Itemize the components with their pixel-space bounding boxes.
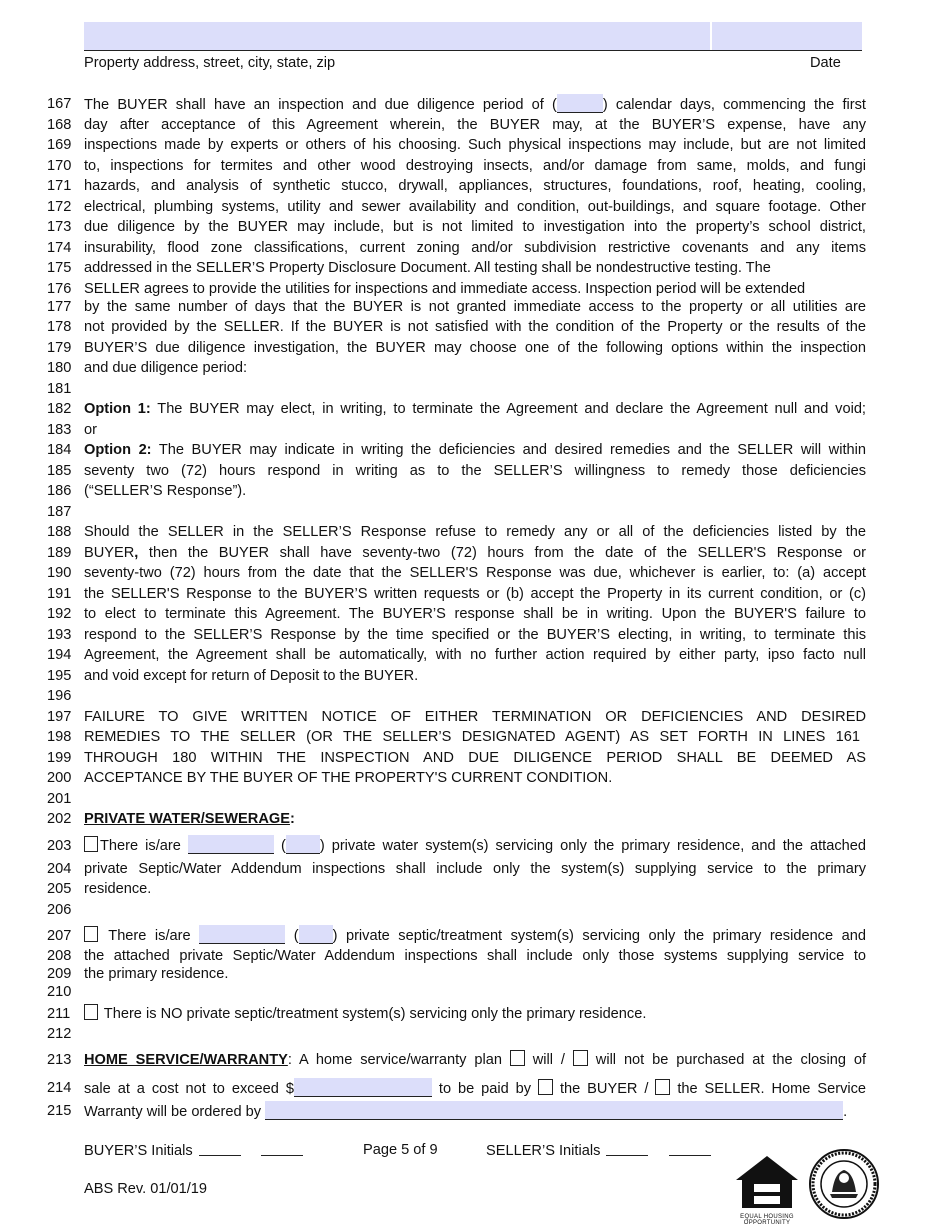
line-195: 195 and void except for return of Deposit to the BUYER. <box>47 668 419 684</box>
line-199: 199 THROUGH 180 WITHIN THE INSPECTION AND DUE DILIGENCE PERIOD SHALL BE DEEMED AS <box>47 750 866 766</box>
revision-label: ABS Rev. 01/01/19 <box>84 1181 208 1197</box>
line-170: 170 to, inspections for termites and other wood destroying insects, and/or damage from same, molds, and fungi <box>47 158 866 174</box>
line-200: 200 ACCEPTANCE BY THE BUYER OF THE PROPERTY'S CURRENT CONDITION. <box>47 770 613 786</box>
buyer-initials-field-1[interactable] <box>199 1141 241 1156</box>
line-213: 213 HOME SERVICE/WARRANTY: A home service/warranty plan will / will not be purchased at the closing of <box>47 1052 867 1068</box>
header-rule <box>84 50 862 51</box>
paid-by-seller-checkbox[interactable] <box>655 1079 670 1095</box>
septic-system-checkbox[interactable] <box>84 926 98 942</box>
seller-initials: SELLER’S Initials <box>486 1141 711 1160</box>
line-210: 210 <box>47 984 72 1000</box>
date-label: Date <box>810 55 841 71</box>
page-number: Page 5 of 9 <box>363 1142 438 1158</box>
line-198: 198 REMEDIES TO THE SELLER (OR THE SELLER’S DESIGNATED AGENT) AS SET FORTH IN LINES 161 <box>47 729 860 745</box>
line-171: 171 hazards, and analysis of synthetic stucco, drywall, appliances, structures, foundations, roof, heating, cooling, <box>47 178 866 194</box>
line-189: 189 BUYER, then the BUYER shall have seventy-two (72) hours from the date of the SELLER'S Response or <box>47 545 866 561</box>
buyer-initials: BUYER’S Initials <box>84 1141 303 1160</box>
line-186: 186 (“SELLER’S Response”). <box>47 483 247 499</box>
seller-initials-field-1[interactable] <box>606 1141 648 1156</box>
seller-initials-field-2[interactable] <box>669 1141 711 1156</box>
house-icon <box>734 1154 800 1210</box>
line-180: 180 and due diligence period: <box>47 360 248 376</box>
septic-system-count-number[interactable] <box>299 925 333 944</box>
line-212: 212 <box>47 1026 72 1042</box>
equal-housing-logo <box>734 1154 800 1226</box>
line-175: 175 addressed in the SELLER’S Property Disclosure Document. All testing shall be nondestructive testing. The <box>47 260 771 276</box>
line-174: 174 insurability, flood zone classifications, current zoning and/or subdivision restrictive covenants and any items <box>47 240 866 256</box>
no-septic-checkbox[interactable] <box>84 1004 98 1020</box>
eho-text-1: EQUAL HOUSING <box>740 1214 794 1220</box>
line-205: 205 residence. <box>47 881 152 897</box>
line-182: 182 Option 1: The BUYER may elect, in writing, to terminate the Agreement and declare the Agreement null and void; <box>47 401 866 417</box>
line-207: 207 There is/are ( ) private septic/treatment system(s) servicing only the primary residence and <box>0 926 950 946</box>
line-191: 191 the SELLER'S Response to the BUYER’S written requests or (b) accept the Property in its current condition, or (c) <box>47 586 866 602</box>
line-197: 197 FAILURE TO GIVE WRITTEN NOTICE OF EITHER TERMINATION OR DEFICIENCIES AND DESIRED <box>47 709 866 725</box>
property-address-field[interactable] <box>84 22 710 50</box>
date-field[interactable] <box>712 22 862 50</box>
water-system-count-words[interactable] <box>188 835 274 854</box>
line-215: 215 Warranty will be ordered by . <box>47 1103 848 1120</box>
line-184: 184 Option 2: The BUYER may indicate in writing the deficiencies and desired remedies and the SELLER will within <box>47 442 866 458</box>
line-177: 177 by the same number of days that the BUYER is not granted immediate access to the property or all utilities are <box>47 299 866 315</box>
option-1-label: Option 1: <box>84 401 151 417</box>
line-176: 176 SELLER agrees to provide the utilities for inspections and immediate access. Inspection period will be extended <box>47 281 806 297</box>
line-203: 203 There is/are ( ) private water system(s) servicing only the primary residence, and the attached <box>0 836 950 856</box>
warranty-cost-field[interactable] <box>294 1078 432 1097</box>
line-179: 179 BUYER’S due diligence investigation, the BUYER may choose one of the following options within the inspection <box>47 340 866 356</box>
septic-system-count-words[interactable] <box>199 925 285 944</box>
line-167: 167 The BUYER shall have an inspection and due diligence period of ( ) calendar days, commencing the first <box>47 96 866 113</box>
line-178: 178 not provided by the SELLER. If the BUYER is not satisfied with the condition of the Property or the results of the <box>47 319 866 335</box>
louisiana-realtor-seal-icon <box>808 1148 880 1220</box>
line-183: 183 or <box>47 422 97 438</box>
line-208: 208 the attached private Septic/Water Addendum inspections shall include only those systems supplying service to <box>47 948 866 964</box>
home-warranty-heading: HOME SERVICE/WARRANTY <box>84 1052 288 1068</box>
line-172: 172 electrical, plumbing systems, utility and sewer availability and condition, out-buildings, and square footage. Other <box>47 199 866 215</box>
line-number: 167 <box>47 96 72 112</box>
water-system-checkbox[interactable] <box>84 836 98 852</box>
line-173: 173 due diligence by the BUYER may include, but is not limited to investigation into the property’s school district, <box>47 219 866 235</box>
line-192: 192 to elect to terminate this Agreement. The BUYER’S response shall be in writing. Upon the BUYER'S failure to <box>47 606 866 622</box>
line-202: 202 PRIVATE WATER/SEWERAGE: <box>47 811 295 827</box>
private-water-heading: PRIVATE WATER/SEWERAGE <box>84 811 290 827</box>
line-196: 196 <box>47 688 72 704</box>
line-185: 185 seventy two (72) hours respond in writing as to the SELLER’S willingness to remedy those deficiencies <box>47 463 866 479</box>
buyer-initials-field-2[interactable] <box>261 1141 303 1156</box>
eho-text-2: OPPORTUNITY <box>743 1220 791 1226</box>
line-169: 169 inspections made by experts or others of his choosing. Such physical inspections may include, but are not limited <box>47 137 866 153</box>
line-206: 206 <box>47 902 72 918</box>
warranty-will-checkbox[interactable] <box>510 1050 525 1066</box>
line-190: 190 seventy-two (72) hours from the date that the SELLER'S Response was due, whichever is earlier, to: (a) accept <box>47 565 866 581</box>
line-193: 193 respond to the SELLER’S Response by the time specified or the BUYER’S electing, in writing, to terminate this <box>47 627 866 643</box>
line-214: 214 sale at a cost not to exceed $ to be paid by the BUYER / the SELLER. Home Service <box>47 1080 867 1097</box>
property-address-label: Property address, street, city, state, zip <box>84 55 336 71</box>
line-187: 187 <box>47 504 72 520</box>
line-201: 201 <box>47 791 72 807</box>
line-168: 168 day after acceptance of this Agreement wherein, the BUYER may, at the BUYER’S expense, have any <box>47 117 866 133</box>
warranty-ordered-by-field[interactable] <box>265 1101 843 1120</box>
line-188: 188 Should the SELLER in the SELLER’S Response refuse to remedy any or all of the deficiencies listed by the <box>47 524 866 540</box>
line-209: 209 the primary residence. <box>47 966 229 982</box>
warranty-will-not-checkbox[interactable] <box>573 1050 588 1066</box>
line-211: 211 There is NO private septic/treatment system(s) servicing only the primary residence. <box>47 1006 647 1022</box>
line-181: 181 <box>47 381 72 397</box>
water-system-count-number[interactable] <box>286 835 320 854</box>
paid-by-buyer-checkbox[interactable] <box>538 1079 553 1095</box>
inspection-days-field[interactable] <box>557 94 603 113</box>
line-204: 204 private Septic/Water Addendum inspections shall include only the system(s) supplying service to the primary <box>47 861 866 877</box>
line-194: 194 Agreement, the Agreement shall be automatically, with no further action required by either party, ipso facto null <box>47 647 866 663</box>
option-2-label: Option 2: <box>84 442 152 458</box>
